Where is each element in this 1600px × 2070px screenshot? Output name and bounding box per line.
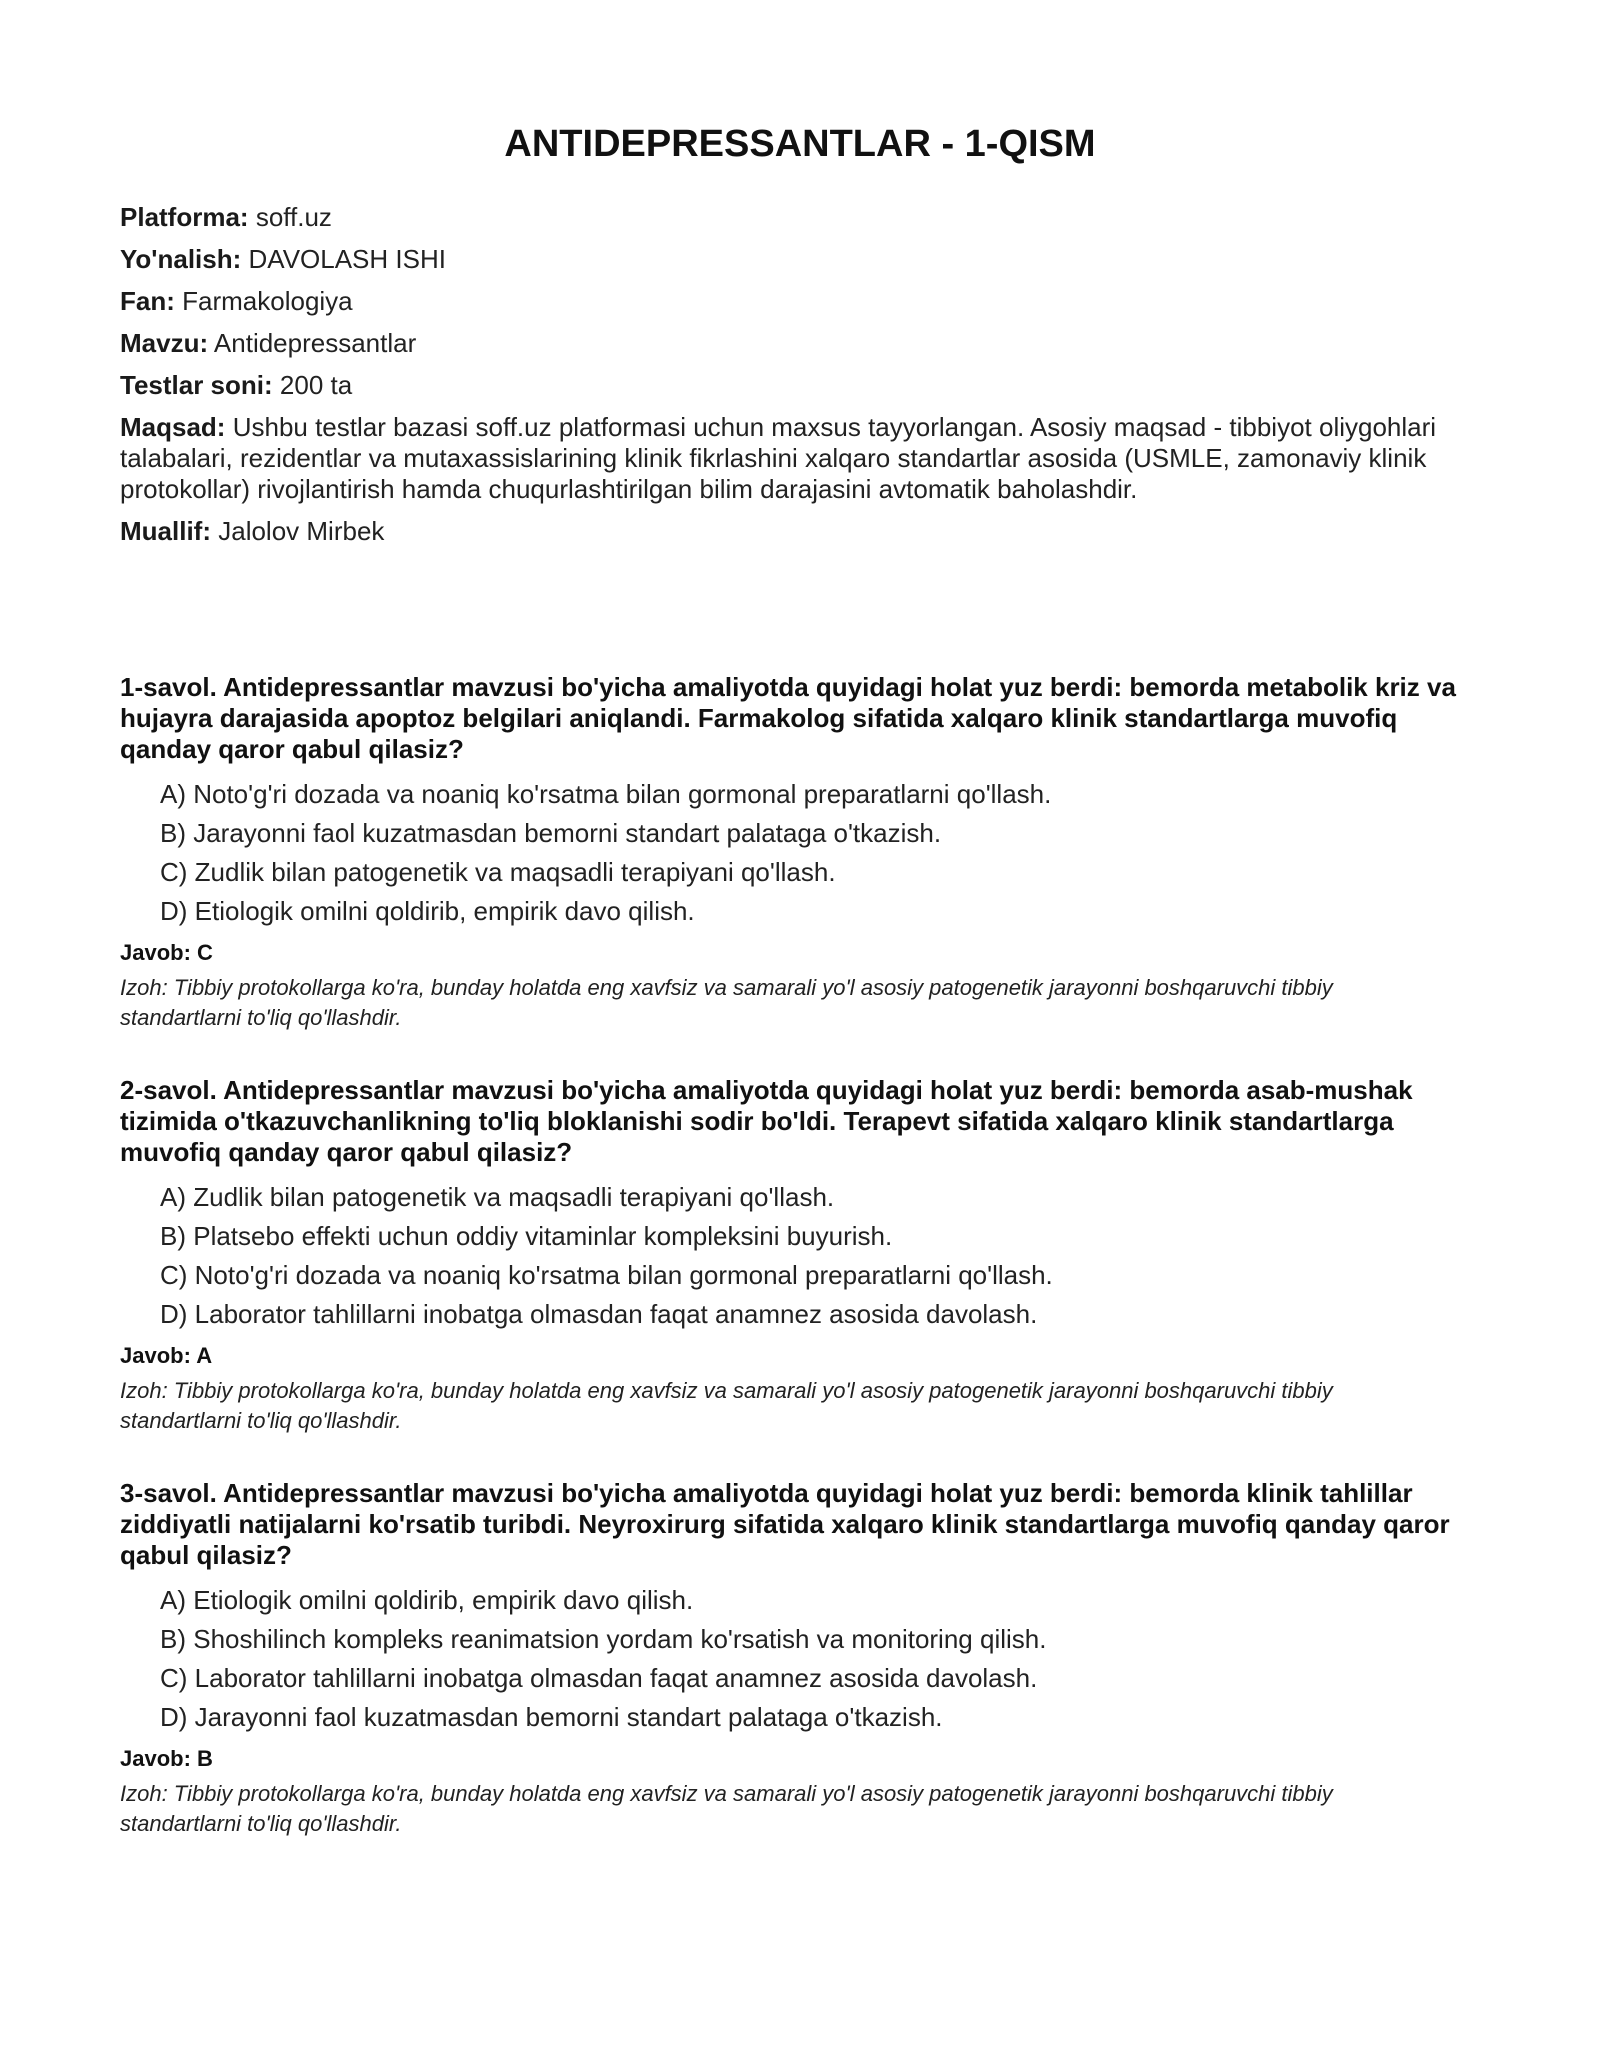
correct-answer: Javob: A bbox=[120, 1343, 213, 1368]
meta-goal-label: Maqsad: bbox=[120, 412, 226, 442]
meta-count bbox=[120, 370, 1460, 401]
meta-direction-label: Yo'nalish: bbox=[120, 244, 242, 274]
meta-subject-label: Fan: bbox=[120, 286, 175, 316]
meta-platform bbox=[120, 202, 1460, 233]
meta-author bbox=[120, 516, 1460, 547]
explanation-note: Izoh: Tibbiy protokollarga ko'ra, bunday holatda eng xavfsiz va samarali yo'l asosiy patogenetik jarayonni boshqaruvchi tibbiy standartlarni to'liq qo'llashdir. bbox=[120, 1378, 1333, 1433]
meta-direction bbox=[120, 244, 1460, 275]
meta-goal-value: Ushbu testlar bazasi soff.uz platformasi uchun maxsus tayyorlangan. Asosiy maqsad - tibbiyot oliygohlari talabalari, rezidentlar va mutaxassislarining klinik fikrlashini xalqaro standartlar asosida (USMLE, zamonaviy klinik protokollar) rivojlantirish hamda chuqurlashtirilgan bilim darajasini avtomatik baholashdir. bbox=[120, 412, 1437, 504]
question-text: 3-savol. Antidepressantlar mavzusi bo'yicha amaliyotda quyidagi holat yuz berdi: bemorda klinik tahlillar ziddiyatli natijalarni ko'rsatib turibdi. Neyroxirurg sifatida xalqaro klinik standartlarga muvofiq qanday qaror qabul qilasiz? bbox=[120, 1478, 1450, 1570]
answer-option: A) Etiologik omilni qoldirib, empirik davo qilish. bbox=[160, 1585, 694, 1615]
explanation-note: Izoh: Tibbiy protokollarga ko'ra, bunday holatda eng xavfsiz va samarali yo'l asosiy patogenetik jarayonni boshqaruvchi tibbiy standartlarni to'liq qo'llashdir. bbox=[120, 1781, 1333, 1836]
meta-goal bbox=[120, 412, 1460, 505]
answer-option: C) Zudlik bilan patogenetik va maqsadli terapiyani qo'llash. bbox=[160, 857, 836, 887]
meta-subject bbox=[120, 286, 1460, 317]
meta-author-label: Muallif: bbox=[120, 516, 211, 546]
meta-topic-label: Mavzu: bbox=[120, 328, 209, 358]
answer-option: C) Laborator tahlillarni inobatga olmasdan faqat anamnez asosida davolash. bbox=[160, 1663, 1038, 1693]
meta-platform-value: soff.uz bbox=[255, 202, 332, 232]
answer-option: A) Noto'g'ri dozada va noaniq ko'rsatma bilan gormonal preparatlarni qo'llash. bbox=[160, 779, 1052, 809]
meta-topic-value: Antidepressantlar bbox=[213, 328, 417, 358]
answer-option: D) Jarayonni faol kuzatmasdan bemorni standart palataga o'tkazish. bbox=[160, 1702, 943, 1732]
correct-answer: Javob: C bbox=[120, 940, 213, 965]
correct-answer: Javob: B bbox=[120, 1746, 213, 1771]
meta-count-value: 200 ta bbox=[279, 370, 353, 400]
meta-subject-value: Farmakologiya bbox=[182, 286, 353, 316]
document-title: ANTIDEPRESSANTLAR - 1-QISM bbox=[504, 123, 1096, 165]
answer-option: B) Jarayonni faol kuzatmasdan bemorni standart palataga o'tkazish. bbox=[160, 818, 942, 848]
question-text: 2-savol. Antidepressantlar mavzusi bo'yicha amaliyotda quyidagi holat yuz berdi: bemorda asab-mushak tizimida o'tkazuvchanlikning to'liq bloklanishi sodir bo'ldi. Terapevt sifatida xalqaro klinik standartlarga muvofiq qanday qaror qabul qilasiz? bbox=[120, 1075, 1413, 1167]
question-text: 1-savol. Antidepressantlar mavzusi bo'yicha amaliyotda quyidagi holat yuz berdi: bemorda metabolik kriz va hujayra darajasida apoptoz belgilari aniqlandi. Farmakolog sifatida xalqaro klinik standartlarga muvofiq qanday qaror qabul qilasiz? bbox=[120, 672, 1456, 764]
answer-option: B) Platsebo effekti uchun oddiy vitaminlar kompleksini buyurish. bbox=[160, 1221, 893, 1251]
meta-topic bbox=[120, 328, 1460, 359]
questions-list bbox=[120, 672, 1480, 1881]
answer-option: D) Etiologik omilni qoldirib, empirik davo qilish. bbox=[160, 896, 695, 926]
answer-option: D) Laborator tahlillarni inobatga olmasdan faqat anamnez asosida davolash. bbox=[160, 1299, 1038, 1329]
meta-direction-value: DAVOLASH ISHI bbox=[248, 244, 446, 274]
answer-option: C) Noto'g'ri dozada va noaniq ko'rsatma bilan gormonal preparatlarni qo'llash. bbox=[160, 1260, 1053, 1290]
meta-count-label: Testlar soni: bbox=[120, 370, 273, 400]
meta-author-value: Jalolov Mirbek bbox=[218, 516, 385, 546]
question-block bbox=[120, 1478, 1480, 1839]
answer-option: A) Zudlik bilan patogenetik va maqsadli terapiyani qo'llash. bbox=[160, 1182, 835, 1212]
question-block bbox=[120, 1075, 1480, 1436]
metadata-block bbox=[120, 202, 1460, 558]
explanation-note: Izoh: Tibbiy protokollarga ko'ra, bunday holatda eng xavfsiz va samarali yo'l asosiy patogenetik jarayonni boshqaruvchi tibbiy standartlarni to'liq qo'llashdir. bbox=[120, 975, 1333, 1030]
question-block bbox=[120, 672, 1480, 1033]
meta-platform-label: Platforma: bbox=[120, 202, 249, 232]
answer-option: B) Shoshilinch kompleks reanimatsion yordam ko'rsatish va monitoring qilish. bbox=[160, 1624, 1047, 1654]
